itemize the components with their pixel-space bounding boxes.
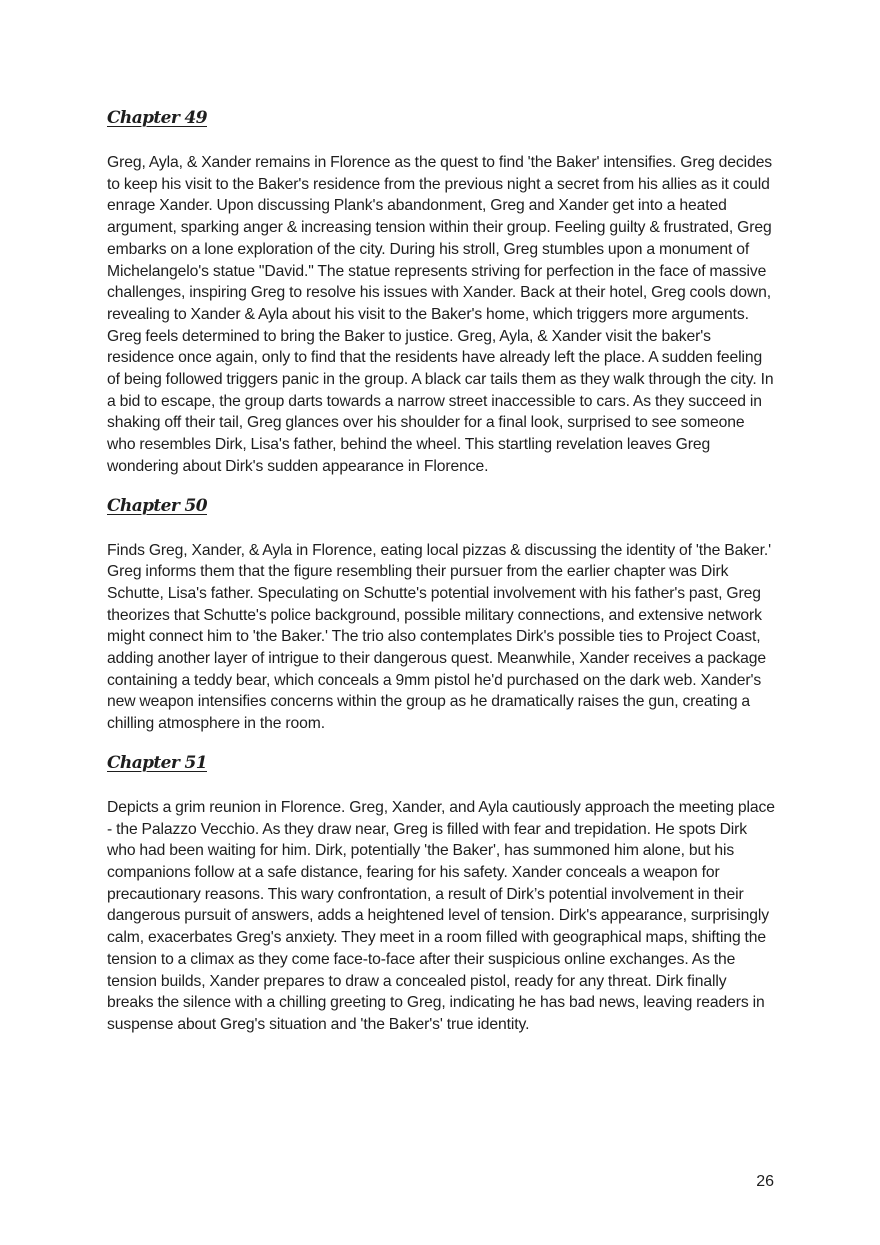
- chapter-49-section: [107, 104, 775, 478]
- page-content: [107, 104, 775, 1036]
- chapter-51-summary: Depicts a grim reunion in Florence. Greg, Xander, and Ayla cautiously approach the meeting place - the Palazzo Vecchio. As they draw near, Greg is filled with fear and trepidation. He spots Dirk who had been waiting for him. Dirk, potentially 'the Baker', has summoned him alone, but his companions follow at a safe distance, fearing for his safety. Xander conceals a weapon for precautionary reasons. This wary confrontation, a result of Dirk’s potential involvement in their dangerous pursuit of answers, adds a heightened level of tension. Dirk's appearance, surprisingly calm, exacerbates Greg's anxiety. They meet in a room filled with geographical maps, shifting the tension to a climax as they come face-to-face after their suspicious online exchanges. As the tension builds, Xander prepares to draw a concealed pistol, ready for any threat. Dirk finally breaks the silence with a chilling greeting to Greg, indicating he has bad news, leaving readers in suspense about Greg's situation and 'the Baker's' true identity.: [107, 798, 775, 1033]
- chapter-49-heading: Chapter 49: [107, 108, 207, 128]
- chapter-51-section: [107, 749, 775, 1036]
- chapter-50-summary: Finds Greg, Xander, & Ayla in Florence, eating local pizzas & discussing the identity of 'the Baker.' Greg informs them that the figure resembling their pursuer from the earlier chapter was Dirk Schutte, Lisa's father. Speculating on Schutte's potential involvement with his father's past, Greg theorizes that Schutte's police background, possible military connections, and extensive network might connect him to 'the Baker.' The trio also contemplates Dirk's possible ties to Project Coast, adding another layer of intrigue to their dangerous quest. Meanwhile, Xander receives a package containing a teddy bear, which conceals a 9mm pistol he'd purchased on the dark web. Xander's new weapon intensifies concerns within the group as he dramatically raises the gun, creating a chilling atmosphere in the room.: [107, 541, 771, 733]
- chapter-50-section: [107, 492, 775, 735]
- chapter-51-heading: Chapter 51: [107, 752, 207, 773]
- page-number: 26: [756, 1173, 774, 1190]
- chapter-49-summary: Greg, Ayla, & Xander remains in Florence as the quest to find 'the Baker' intensifies. Greg decides to keep his visit to the Baker's residence from the previous night a secret from his allies as it could enrage Xander. Upon discussing Plank's abandonment, Greg and Xander get into a heated argument, sparking anger & increasing tension within their group. Feeling guilty & frustrated, Greg embarks on a lone exploration of the city. During his stroll, Greg stumbles upon a monument of Michelangelo's statue "David." The statue represents striving for perfection in the face of massive challenges, inspiring Greg to resolve his issues with Xander. Back at their hotel, Greg cools down, revealing to Xander & Ayla about his visit to the Baker's home, which triggers more arguments. Greg feels determined to bring the Baker to justice. Greg, Ayla, & Xander visit the baker's residence once again, only to find that the residents have already left the place. A sudden feeling of being followed triggers panic in the group. A black car tails them as they walk through the city. In a bid to escape, the group darts towards a narrow street inaccessible to cars. As they succeed in shaking off their tail, Greg glances over his shoulder for a final look, surprised to see someone who resembles Dirk, Lisa's father, behind the wheel. This startling revelation leaves Greg wondering about Dirk's sudden appearance in Florence.: [107, 154, 774, 475]
- chapter-50-heading: Chapter 50: [107, 495, 207, 516]
